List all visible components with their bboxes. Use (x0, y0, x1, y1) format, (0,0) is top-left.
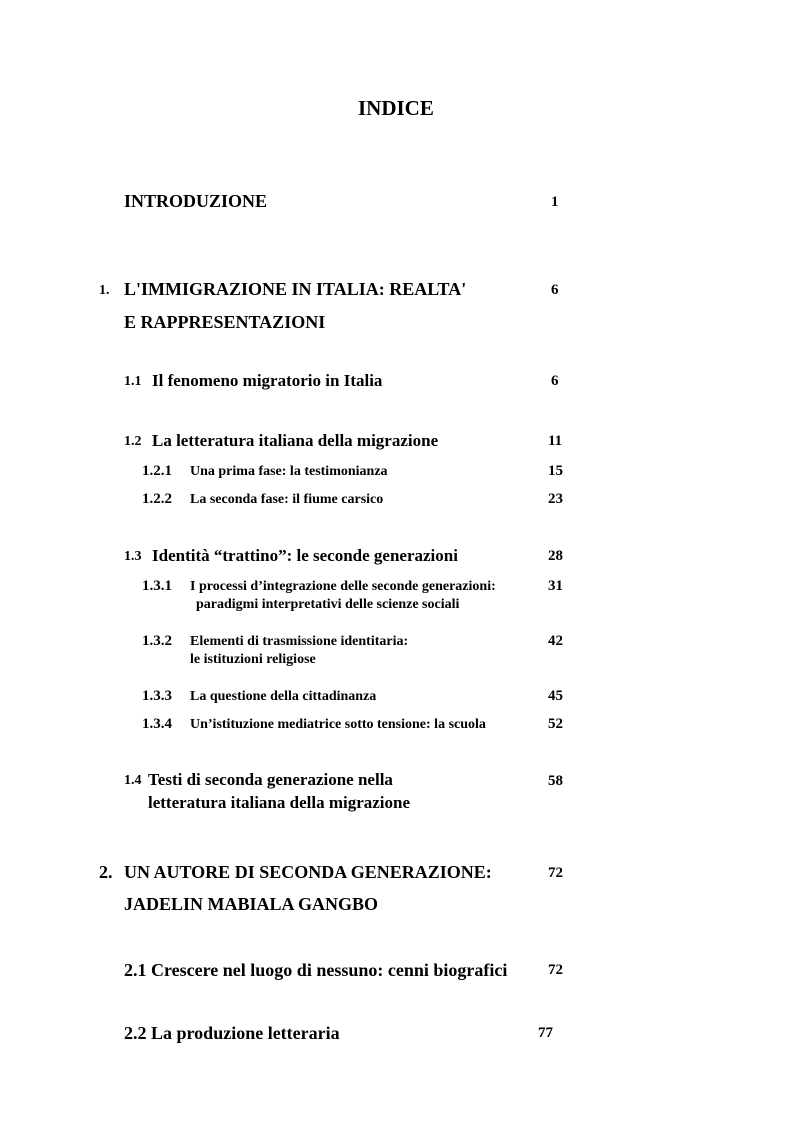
toc-s22-label[interactable]: 2.2 La produzione letteraria (124, 1023, 340, 1043)
toc-s13-page: 28 (548, 548, 563, 564)
toc-s12-number: 1.2 (124, 434, 142, 449)
toc-s22-page: 77 (538, 1025, 553, 1041)
toc-s132-number: 1.3.2 (142, 633, 172, 649)
toc-ch1-number: 1. (99, 283, 110, 298)
toc-s14-label-line2[interactable]: letteratura italiana della migrazione (148, 793, 411, 812)
toc-ch1-title-line1[interactable]: L'IMMIGRAZIONE IN ITALIA: REALTA' (124, 279, 467, 299)
toc-s12-page: 11 (548, 433, 563, 449)
toc-ch2-number: 2. (99, 862, 113, 882)
toc-s121-label[interactable]: Una prima fase: la testimonianza (190, 464, 388, 479)
toc-s11-page: 6 (551, 373, 559, 389)
toc-s133-label[interactable]: La questione della cittadinanza (190, 689, 377, 704)
toc-ch1-title-line2[interactable]: E RAPPRESENTAZIONI (124, 312, 326, 332)
toc-s14-label-line1[interactable]: Testi di seconda generazione nella (148, 770, 393, 789)
toc-s132-label-line2[interactable]: le istituzioni religiose (190, 652, 316, 667)
toc-s121-page: 15 (548, 463, 563, 479)
toc-s11-label[interactable]: Il fenomeno migratorio in Italia (152, 371, 383, 390)
toc-ch2-title-line2[interactable]: JADELIN MABIALA GANGBO (124, 894, 379, 914)
toc-s122-number: 1.2.2 (142, 491, 172, 507)
toc-s134-number: 1.3.4 (142, 716, 172, 732)
toc-intro-page: 1 (551, 194, 559, 210)
toc-s131-page: 31 (548, 578, 563, 594)
toc-ch2-page: 72 (548, 865, 563, 881)
toc-s133-page: 45 (548, 688, 563, 704)
toc-s122-page: 23 (548, 491, 563, 507)
toc-s14-page: 58 (548, 773, 563, 789)
toc-s12-label[interactable]: La letteratura italiana della migrazione (152, 431, 439, 450)
toc-s131-label-line2[interactable]: paradigmi interpretativi delle scienze sociali (196, 597, 460, 612)
toc-s131-label-line1[interactable]: I processi d’integrazione delle seconde generazioni: (190, 579, 496, 594)
toc-s13-number: 1.3 (124, 549, 142, 564)
page-title: INDICE (358, 96, 434, 120)
toc-s21-page: 72 (548, 962, 563, 978)
toc-ch2-title-line1[interactable]: UN AUTORE DI SECONDA GENERAZIONE: (124, 862, 492, 882)
toc-s131-number: 1.3.1 (142, 578, 172, 594)
toc-s133-number: 1.3.3 (142, 688, 172, 704)
toc-s14-number: 1.4 (124, 773, 142, 788)
toc-s134-label[interactable]: Un’istituzione mediatrice sotto tensione: la scuola (190, 717, 486, 732)
toc-s122-label[interactable]: La seconda fase: il fiume carsico (190, 492, 384, 507)
toc-s121-number: 1.2.1 (142, 463, 172, 479)
toc-s11-number: 1.1 (124, 374, 142, 389)
toc-s134-page: 52 (548, 716, 563, 732)
toc-s132-label-line1[interactable]: Elementi di trasmissione identitaria: (190, 634, 409, 649)
toc-s132-page: 42 (548, 633, 563, 649)
toc-s21-label[interactable]: 2.1 Crescere nel luogo di nessuno: cenni biografici (124, 960, 508, 980)
toc-s13-label[interactable]: Identità “trattino”: le seconde generazioni (152, 546, 458, 565)
toc-ch1-page: 6 (551, 282, 559, 298)
toc-intro-label[interactable]: INTRODUZIONE (124, 191, 268, 211)
